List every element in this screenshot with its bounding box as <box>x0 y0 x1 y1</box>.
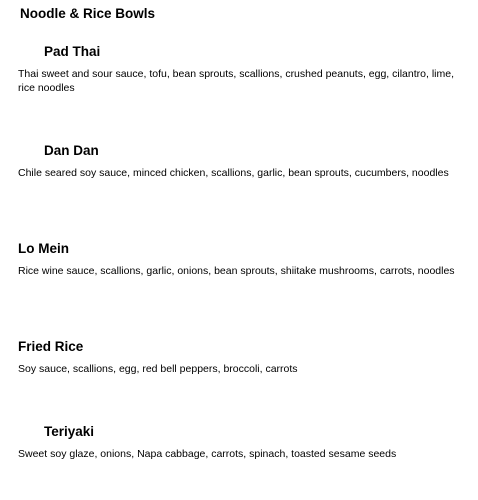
item-name-teriyaki: Teriyaki <box>44 424 95 439</box>
item-description-dan-dan: Chile seared soy sauce, minced chicken, scallions, garlic, bean sprouts, cucumbers, noodles <box>18 167 449 179</box>
item-name-fried-rice: Fried Rice <box>18 339 84 354</box>
item-name-dan-dan: Dan Dan <box>44 143 99 158</box>
item-description-fried-rice: Soy sauce, scallions, egg, red bell peppers, broccoli, carrots <box>18 363 298 375</box>
item-name-pad-thai: Pad Thai <box>44 44 101 59</box>
item-description-pad-thai: Thai sweet and sour sauce, tofu, bean sprouts, scallions, crushed peanuts, egg, cilantro, lime, rice noodles <box>18 68 454 94</box>
section-title: Noodle & Rice Bowls <box>20 6 156 21</box>
item-description-lo-mein: Rice wine sauce, scallions, garlic, onions, bean sprouts, shiitake mushrooms, carrots, noodles <box>18 265 455 277</box>
item-name-lo-mein: Lo Mein <box>18 241 69 256</box>
item-description-teriyaki: Sweet soy glaze, onions, Napa cabbage, carrots, spinach, toasted sesame seeds <box>18 448 397 460</box>
